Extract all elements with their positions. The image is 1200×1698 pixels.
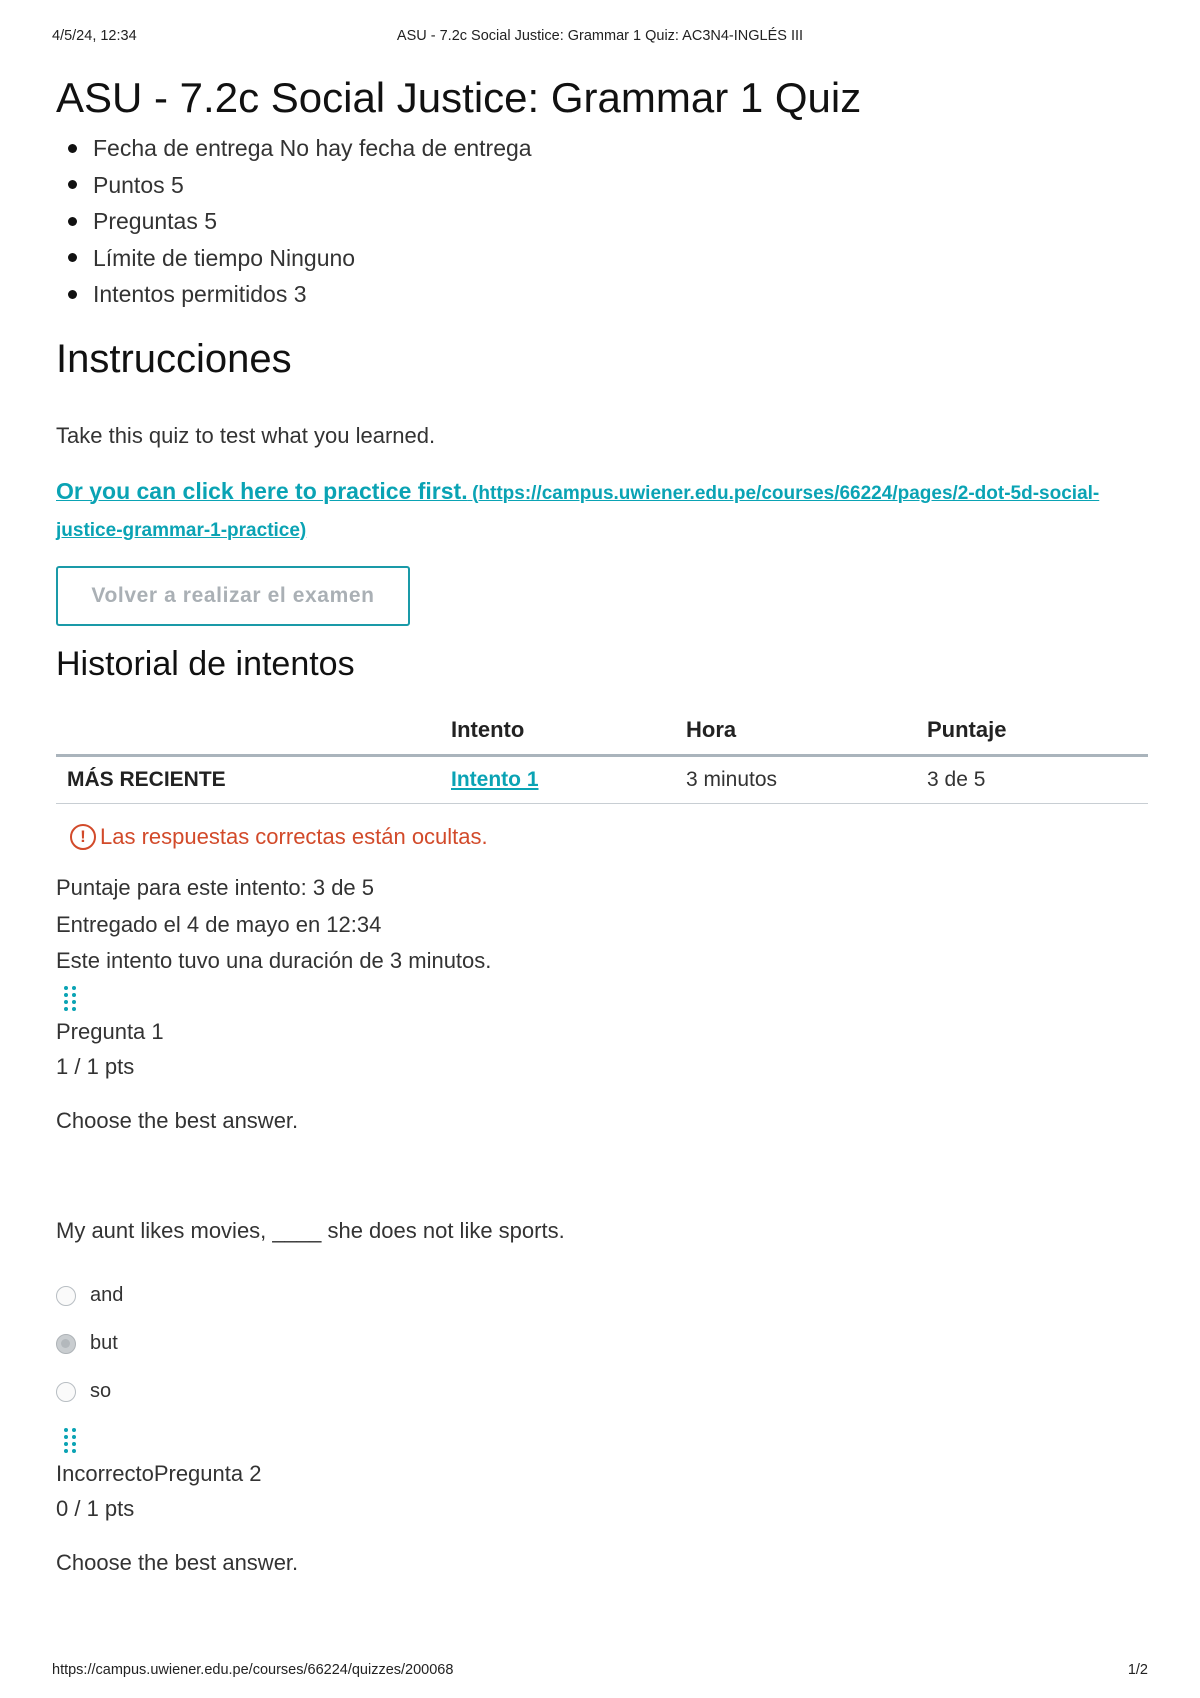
question-prompt: Choose the best answer. [56, 1549, 299, 1575]
quiz-details-list [68, 130, 1152, 313]
answer-option-selected[interactable] [56, 1320, 1152, 1368]
attempt-history-heading: Historial de intentos [56, 644, 355, 683]
page-title: ASU - 7.2c Social Justice: Grammar 1 Quiz [56, 74, 862, 121]
bullet-icon [68, 217, 77, 226]
latest-label: MÁS RECIENTE [56, 756, 449, 804]
detail-points: Puntos 5 [68, 167, 1152, 204]
bullet-icon [68, 144, 77, 153]
print-footer [52, 1662, 1148, 1682]
detail-time-limit: Límite de tiempo Ninguno [68, 240, 1152, 277]
detail-due-date: Fecha de entrega No hay fecha de entrega [68, 130, 1152, 167]
attempt-info [56, 870, 1152, 980]
hidden-answers-text: Las respuestas correctas están ocultas. [100, 824, 488, 849]
drag-handle-icon[interactable] [60, 984, 80, 1014]
answer-label: so [90, 1380, 112, 1402]
bullet-icon [68, 253, 77, 262]
attempt-score: Puntaje para este intento: 3 de 5 [56, 875, 375, 900]
print-url: https://campus.uwiener.edu.pe/courses/66224/quizzes/200068 [52, 1662, 454, 1678]
answer-label: but [90, 1332, 118, 1354]
time-cell: 3 minutos [684, 756, 925, 804]
drag-handle-icon[interactable] [60, 1426, 80, 1456]
instructions-text: Take this quiz to test what you learned. [56, 422, 436, 448]
column-header-attempt: Intento [449, 706, 684, 756]
attempt-cell [449, 756, 684, 804]
attempt-duration: Este intento tuvo una duración de 3 minutos. [56, 948, 492, 973]
answer-option[interactable] [56, 1368, 1152, 1416]
detail-questions: Preguntas 5 [68, 203, 1152, 240]
practice-link-url[interactable]: (https://campus.uwiener.edu.pe/courses/66224/pages/2-dot-5d-social-justice-grammar-1-practice) [56, 482, 1100, 541]
hidden-answers-notice [70, 824, 1152, 850]
quiz-content [56, 72, 1152, 1578]
question-text: My aunt likes movies, ____ she does not like sports. [56, 1217, 565, 1243]
question-title: Pregunta 1 [56, 1018, 164, 1044]
question-points: 1 / 1 pts [56, 1053, 135, 1079]
bullet-icon [68, 290, 77, 299]
column-header-label [56, 706, 449, 756]
question-title: IncorrectoPregunta 2 [56, 1460, 262, 1486]
detail-attempts-allowed: Intentos permitidos 3 [68, 276, 1152, 313]
question-prompt: Choose the best answer. [56, 1107, 299, 1133]
question-1 [56, 984, 1152, 1416]
radio-button-selected[interactable] [56, 1334, 76, 1354]
instructions-heading: Instrucciones [56, 336, 292, 381]
print-date: 4/5/24, 12:34 [52, 28, 137, 44]
score-cell: 3 de 5 [925, 756, 1148, 804]
print-header [52, 28, 1148, 48]
column-header-score: Puntaje [925, 706, 1148, 756]
practice-link-text[interactable]: Or you can click here to practice first. [56, 477, 468, 504]
warning-icon: ! [70, 824, 96, 850]
table-row [56, 756, 1148, 804]
print-doc-title: ASU - 7.2c Social Justice: Grammar 1 Quiz: AC3N4-INGLÉS III [396, 28, 804, 44]
answer-option[interactable] [56, 1272, 1152, 1320]
retake-quiz-button[interactable]: Volver a realizar el examen [56, 566, 410, 626]
radio-button[interactable] [56, 1382, 76, 1402]
attempt-history-table [56, 706, 1148, 805]
radio-button[interactable] [56, 1286, 76, 1306]
column-header-time: Hora [684, 706, 925, 756]
question-points: 0 / 1 pts [56, 1495, 135, 1521]
answer-list [56, 1272, 1152, 1416]
attempt-submitted: Entregado el 4 de mayo en 12:34 [56, 911, 382, 937]
answer-label: and [90, 1284, 124, 1306]
practice-link[interactable] [56, 473, 1152, 550]
page-number: 1/2 [1127, 1662, 1148, 1678]
table-header-row [56, 706, 1148, 756]
bullet-icon [68, 180, 77, 189]
attempt-link[interactable]: Intento 1 [451, 768, 539, 791]
question-2 [56, 1426, 1152, 1578]
